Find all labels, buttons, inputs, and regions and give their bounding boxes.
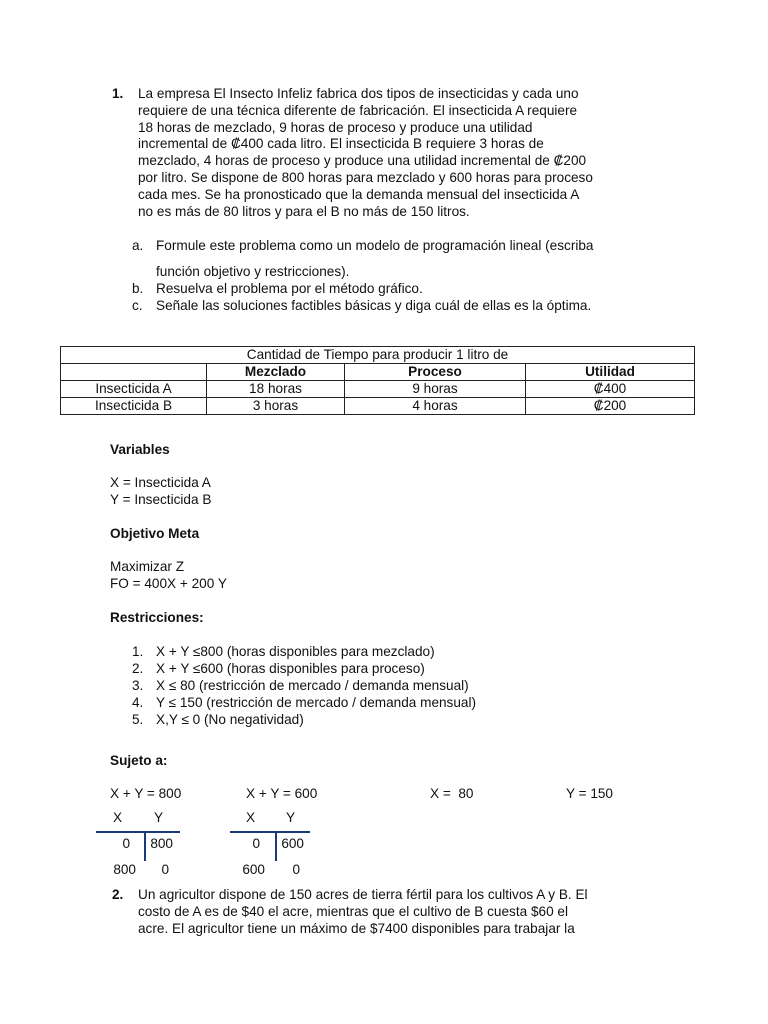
task-list [132, 237, 672, 317]
table-cell: 0 [122, 836, 130, 851]
equation-x: X = 80 [430, 786, 474, 801]
problem-1-line: requiere de una técnica diferente de fabricación. El insecticida A requiere [138, 102, 578, 118]
restriction-text: X + Y ≤600 (horas disponibles para proceso) [156, 661, 425, 676]
equation-proceso: X + Y = 600 [246, 786, 318, 801]
restriction-text: X ≤ 80 (restricción de mercado / demanda mensual) [156, 678, 469, 693]
problem-1-line: mezclado, 4 horas de proceso y produce una utilidad incremental de ₡200 [138, 153, 587, 169]
problem-1-line: La empresa El Insecto Infeliz fabrica dos tipos de insecticidas y cada uno [138, 86, 579, 101]
table-cell: 0 [252, 836, 260, 851]
list-item [132, 711, 652, 728]
problem-1-line: por litro. Se dispone de 800 horas para mezclado y 600 horas para proceso [138, 169, 593, 185]
table-header-x: X [113, 810, 123, 825]
equation-y: Y = 150 [566, 786, 613, 801]
restrictions-heading: Restricciones: [110, 610, 204, 625]
task-a-text-cont: función objetivo y restricciones). [156, 264, 350, 279]
restrictions-list [132, 643, 652, 729]
problem-2-line: acre. El agricultor tiene un máximo de $7400 disponibles para trabajar la [138, 920, 575, 936]
task-a-text: Formule este problema como un modelo de programación lineal (escriba [156, 238, 594, 253]
variables-heading: Variables [110, 442, 170, 457]
table-cell: 600 [242, 862, 265, 877]
objective-function: FO = 400X + 200 Y [110, 576, 227, 591]
problem-1-line: incremental de ₡400 cada litro. El insecticida B requiere 3 horas de [138, 136, 544, 152]
problem-2-line: costo de A es de $40 el acre, mientras que el cultivo de B cuesta $60 el [138, 903, 568, 919]
table-cell: 3 horas [207, 398, 345, 415]
problem-1-statement [138, 86, 658, 220]
intercept-table-800 [96, 810, 180, 882]
table-header-x: X [246, 810, 256, 825]
table-cell: 800 [113, 862, 136, 877]
restriction-text: Y ≤ 150 (restricción de mercado / demanda mensual) [156, 695, 477, 710]
table-cell: 600 [281, 836, 304, 851]
table-cell: 18 horas [207, 381, 345, 398]
restriction-text: X + Y ≤800 (horas disponibles para mezclado) [156, 644, 435, 659]
problem-2-statement [138, 887, 658, 937]
production-time-table [60, 346, 695, 415]
problem-1-line: 18 horas de mezclado, 9 horas de proceso y produce una utilidad [138, 119, 533, 135]
table-rule [230, 831, 310, 833]
task-c-text: Señale las soluciones factibles básicas y diga cuál de ellas es la óptima. [156, 298, 592, 313]
table-header-y: Y [154, 810, 164, 825]
list-item [132, 677, 652, 694]
equation-mezclado: X + Y = 800 [110, 786, 182, 801]
list-item [132, 694, 652, 711]
problem-1-line: no es más de 80 litros y para el B no más de 150 litros. [138, 203, 470, 219]
subject-heading: Sujeto a: [110, 753, 168, 768]
variable-y: Y = Insecticida B [110, 492, 212, 507]
restriction-text: X,Y ≤ 0 (No negatividad) [156, 712, 304, 727]
task-a-letter: a. [132, 238, 144, 253]
table-cell: 0 [161, 862, 169, 877]
task-c-letter: c. [132, 298, 143, 313]
table-caption-row [61, 347, 695, 364]
table-cell: 0 [292, 862, 300, 877]
table-cell: ₡200 [526, 398, 695, 415]
table-header-cell: Mezclado [207, 364, 345, 381]
table-header-cell: Proceso [345, 364, 526, 381]
variable-x: X = Insecticida A [110, 475, 211, 490]
table-cell: Insecticida B [61, 398, 207, 415]
table-row [61, 398, 695, 415]
problem-1-number: 1. [112, 86, 124, 101]
table-cell: 4 horas [345, 398, 526, 415]
table-header-y: Y [286, 810, 296, 825]
problem-2-line: Un agricultor dispone de 150 acres de tierra fértil para los cultivos A y B. El [138, 887, 588, 902]
problem-1-line: cada mes. Se ha pronosticado que la demanda mensual del insecticida A [138, 186, 580, 202]
restriction-number: 4. [132, 695, 144, 710]
task-b-letter: b. [132, 281, 144, 296]
objective-maximize: Maximizar Z [110, 559, 185, 574]
table-cell: 9 horas [345, 381, 526, 398]
table-cell: 800 [150, 836, 173, 851]
list-item [132, 660, 652, 677]
table-cell: Insecticida A [61, 381, 207, 398]
table-row [61, 381, 695, 398]
objective-heading: Objetivo Meta [110, 526, 200, 541]
table-header-cell [61, 364, 207, 381]
restriction-number: 1. [132, 644, 144, 659]
problem-2-number: 2. [112, 887, 124, 902]
restriction-number: 5. [132, 712, 144, 727]
intercept-table-600 [230, 810, 310, 882]
table-cell: ₡400 [526, 381, 695, 398]
list-item [132, 643, 652, 660]
restriction-number: 2. [132, 661, 144, 676]
restriction-number: 3. [132, 678, 144, 693]
table-rule [96, 831, 180, 833]
table-caption: Cantidad de Tiempo para producir 1 litro de [61, 347, 695, 364]
task-b-text: Resuelva el problema por el método gráfico. [156, 281, 423, 296]
table-header-row [61, 364, 695, 381]
table-header-cell: Utilidad [526, 364, 695, 381]
